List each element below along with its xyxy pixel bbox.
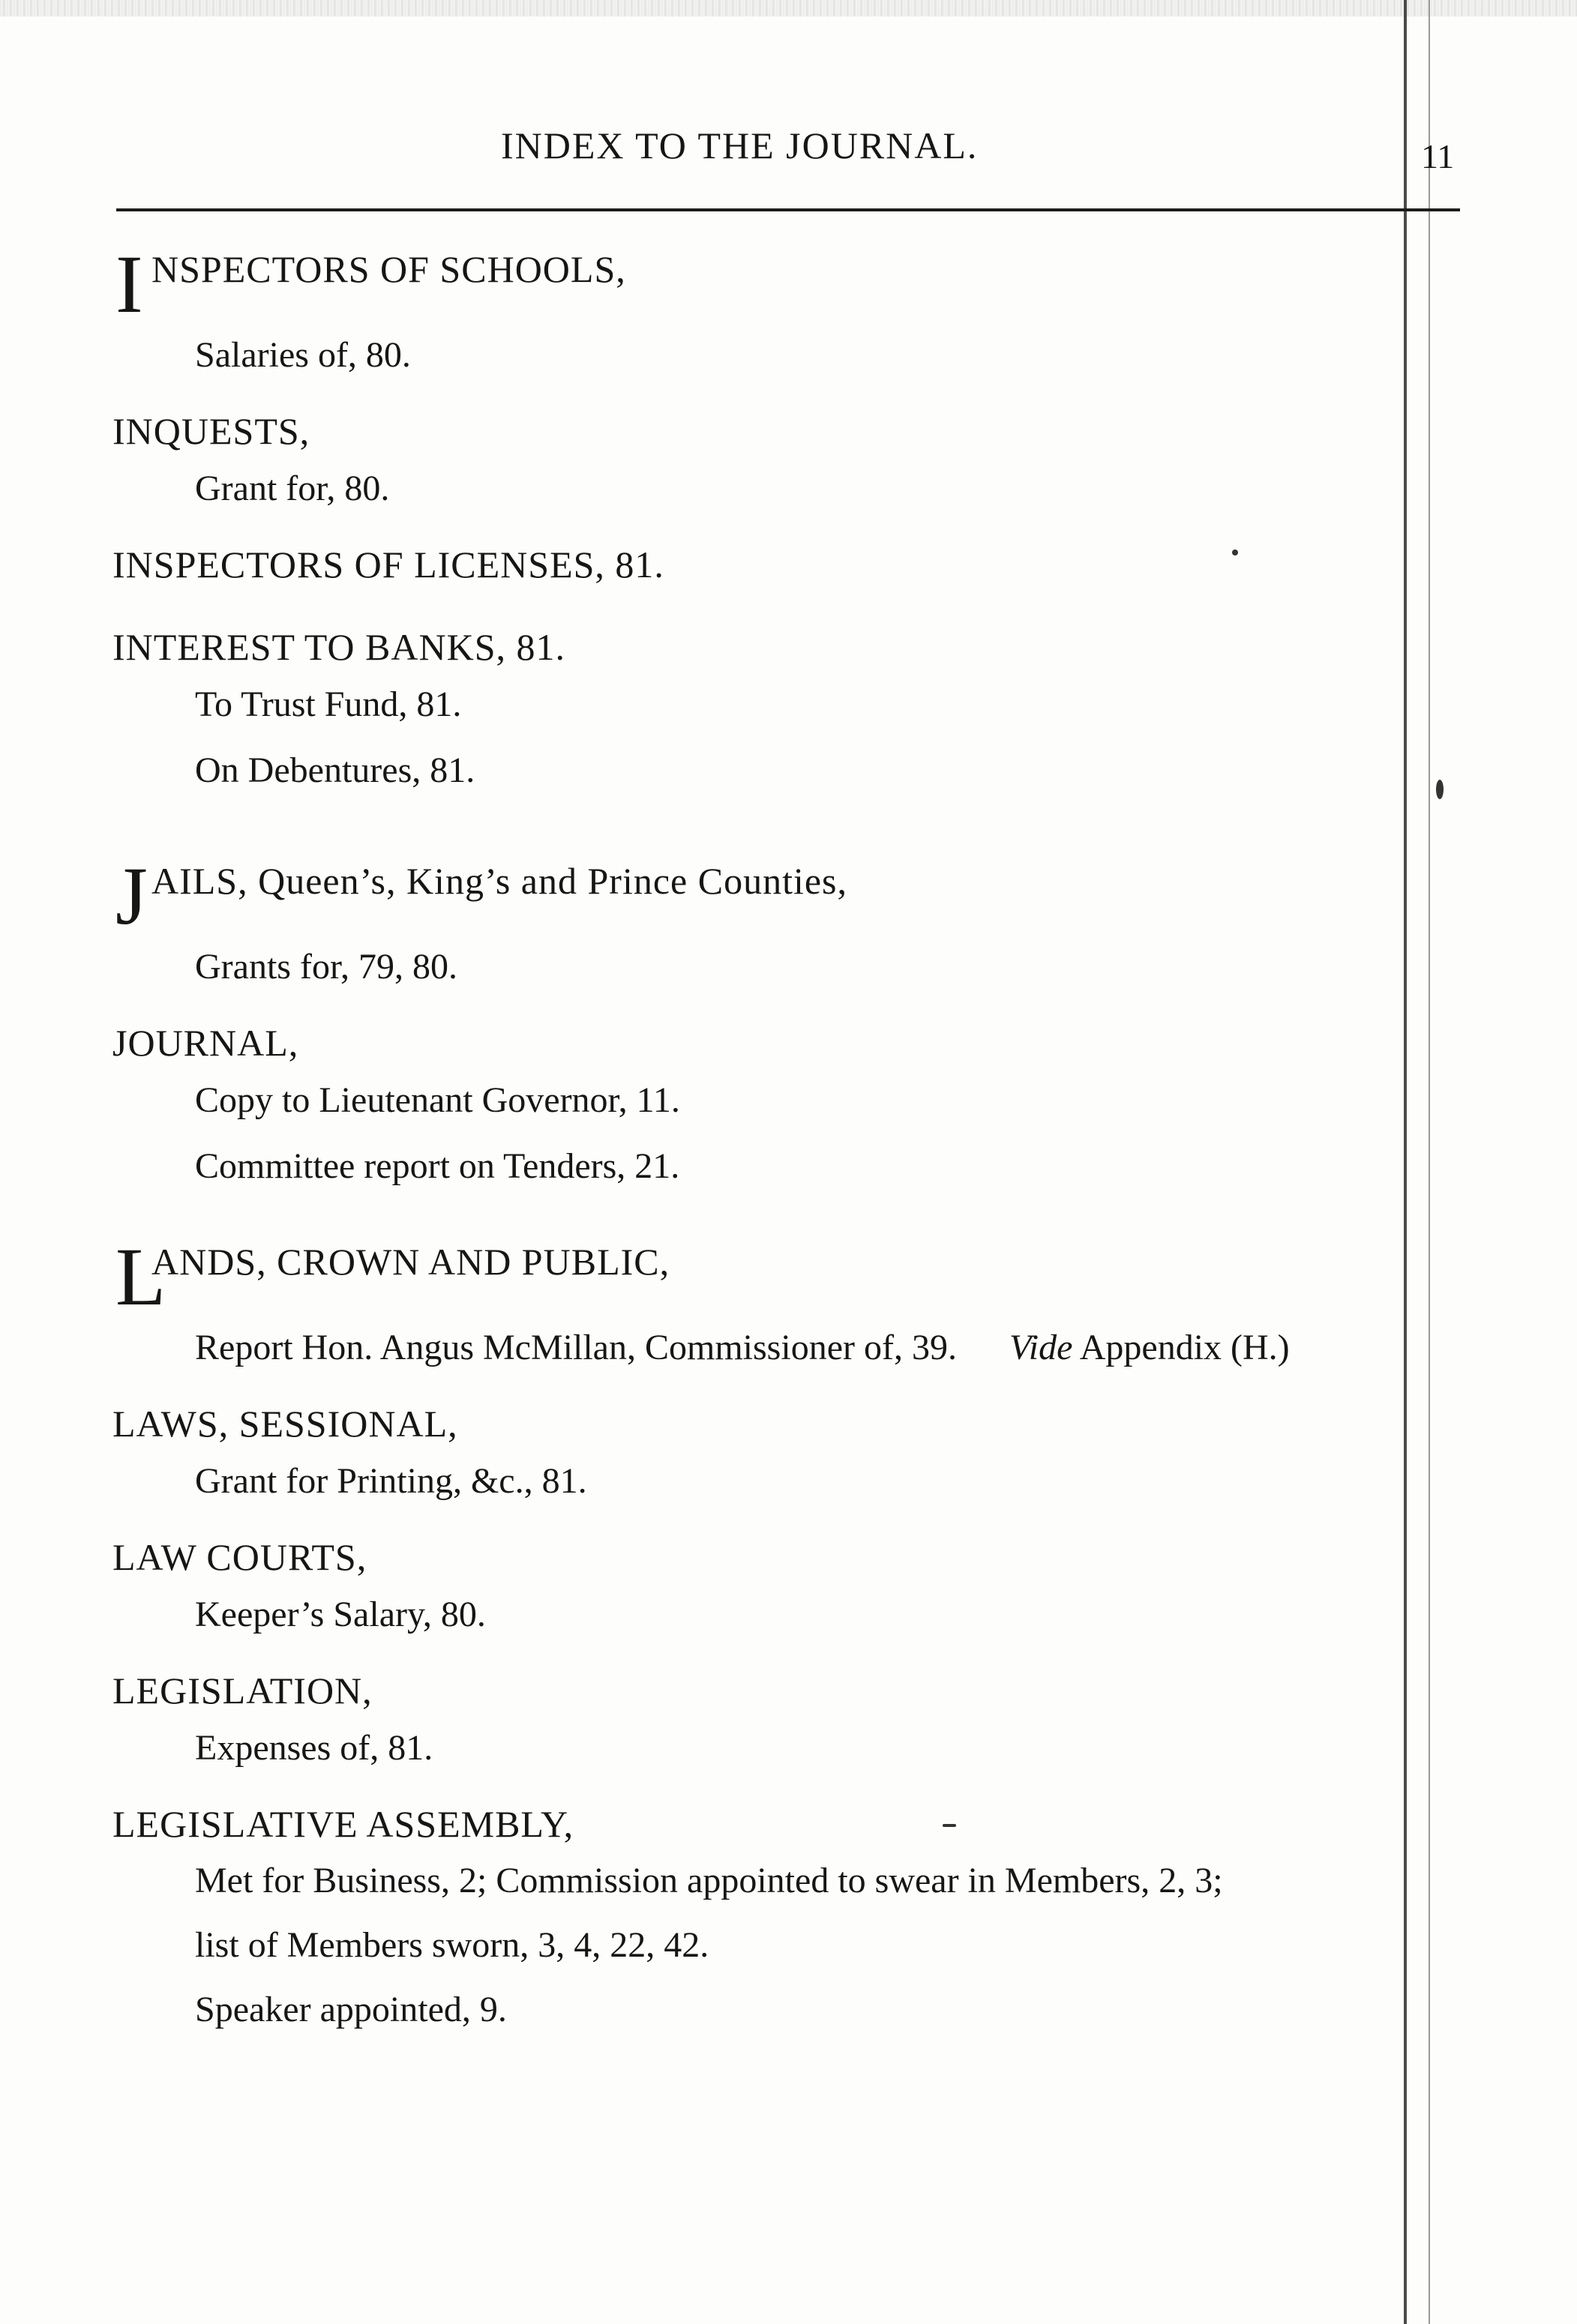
entry-heading: LEGISLATION, [112,1670,373,1712]
entry-subitem: Met for Business, 2; Commission appointed to swear in Members, 2, 3; [195,1861,1223,1900]
index-entry [112,622,1462,804]
running-head: INDEX TO THE JOURNAL. [501,124,979,166]
entry-subitem: Committee report on Tenders, 21. [195,1146,680,1186]
entry-heading: JOURNAL, [112,1022,299,1064]
entry-heading: LAWS, SESSIONAL, [112,1403,458,1445]
entry-heading [112,225,1462,330]
entry-subitem: Copy to Lieutenant Governor, 11. [195,1080,680,1120]
index-entry [112,1399,1462,1514]
index-entry [112,1799,1462,2042]
entry-heading: LEGISLATIVE ASSEMBLY, [112,1803,574,1845]
entry-heading: INQUESTS, [112,410,310,452]
ink-speck [943,1824,956,1827]
drop-cap: J [115,850,148,942]
vide-reference: Vide [1009,1328,1073,1367]
entry-heading [112,1217,1462,1322]
ink-speck [1436,780,1444,799]
entry-heading: LAW COURTS, [112,1536,367,1578]
drop-cap: I [115,238,143,330]
entry-subitem: Expenses of, 81. [195,1728,433,1768]
entry-heading [112,837,1462,942]
entry-subitem: To Trust Fund, 81. [195,684,462,724]
entry-heading: INSPECTORS OF LICENSES, 81. [112,544,664,585]
entry-heading: INTEREST TO BANKS, 81. [112,626,566,668]
entry-heading-text: ANDS, CROWN AND PUBLIC, [151,1241,670,1283]
index-entry [112,406,1462,522]
entry-subitem: Keeper’s Salary, 80. [195,1595,486,1634]
entry-subitem: Grants for, 79, 80. [195,947,458,987]
ink-speck [1232,550,1238,556]
index-entry [112,1018,1462,1199]
entry-subitem: Grant for, 80. [195,469,390,508]
entry-heading-text: NSPECTORS OF SCHOOLS, [151,248,626,290]
entry-subitem: list of Members sworn, 3, 4, 22, 42. [195,1925,709,1965]
scan-edge-noise [0,0,1577,16]
index-entry [112,1217,1462,1381]
index-entry [112,837,1462,1000]
entry-subitem: Grant for Printing, &c., 81. [195,1461,587,1501]
header-rule [116,208,1460,211]
page-number: 11 [1421,137,1455,175]
appendix-reference: Appendix (H.) [1072,1328,1290,1367]
drop-cap: L [115,1231,166,1322]
entry-heading-text: AILS, Queen’s, King’s and Prince Counties, [151,860,848,902]
entry-subitem: Salaries of, 80. [195,335,411,375]
index-entry [112,540,1462,589]
index-content [112,225,1462,2042]
entry-subitem: On Debentures, 81. [195,750,475,790]
entry-subitem [112,1315,1462,1381]
index-entry [112,1666,1462,1781]
index-entry [112,225,1462,388]
subitem-text: Report Hon. Angus McMillan, Commissioner of, 39. [195,1328,957,1367]
entry-subitem: Speaker appointed, 9. [195,1990,507,2029]
index-entry [112,1532,1462,1648]
